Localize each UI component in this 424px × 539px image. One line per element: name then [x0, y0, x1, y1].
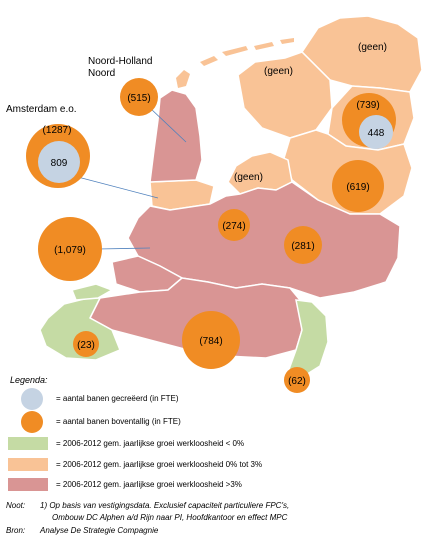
island-terschelling: [222, 46, 248, 56]
svg-text:448: 448: [367, 128, 385, 139]
legend-row-pink: [0, 477, 424, 493]
legend-redundant-swatch: [21, 411, 43, 433]
legend-created-swatch: [21, 388, 43, 410]
bubble-amsterdam: [26, 124, 90, 188]
legend-redundant-label: = aantal banen boventallig (in FTE): [56, 417, 181, 426]
connector-line-amsterdam: [74, 176, 158, 198]
bubble-east: [332, 160, 384, 212]
bubble-brabant: [182, 311, 240, 369]
legend-created-label: = aantal banen gecreëerd (in FTE): [56, 394, 179, 403]
island-ameland: [254, 42, 274, 50]
source-label: Bron:: [6, 526, 26, 535]
svg-text:(619): (619): [346, 182, 370, 193]
place-label-noord-holland-2: Noord: [88, 68, 116, 79]
island-vlieland: [200, 56, 218, 66]
svg-text:(281): (281): [291, 241, 315, 252]
svg-text:(515): (515): [127, 93, 151, 104]
legend: [0, 373, 424, 539]
bubble-west: [38, 217, 102, 281]
legend-pink-label: = 2006-2012 gem. jaarlijkse groei werkloosheid >3%: [56, 480, 242, 489]
source-line: [6, 526, 158, 535]
legend-row-peach: [0, 457, 424, 473]
svg-text:(784): (784): [199, 336, 223, 347]
geen-label-groningen: (geen): [358, 42, 387, 53]
bubble-zeeland: [73, 331, 99, 357]
legend-green-swatch: [8, 437, 48, 450]
region-noord-holland-noord: [150, 90, 202, 182]
legend-title: Legenda:: [10, 375, 48, 385]
legend-peach-label: = 2006-2012 gem. jaarlijkse groei werkloosheid 0% tot 3%: [56, 460, 263, 469]
svg-text:(1,079): (1,079): [54, 245, 86, 256]
bubble-nhn: [120, 78, 158, 116]
svg-text:(274): (274): [222, 221, 246, 232]
svg-text:(739): (739): [356, 100, 380, 111]
note-text-1: 1) Op basis van vestigingsdata. Exclusief capaciteit particuliere FPC's,: [40, 501, 290, 510]
legend-green-label: = 2006-2012 gem. jaarlijkse groei werkloosheid < 0%: [56, 439, 245, 448]
legend-row-green: [0, 436, 424, 452]
legend-pink-swatch: [8, 478, 48, 491]
island-texel: [176, 70, 190, 88]
note-line-2: Ombouw DC Alphen a/d Rijn naar PI, Hoofdkantoor en effect MPC: [52, 513, 288, 522]
svg-text:809: 809: [50, 158, 68, 169]
legend-peach-swatch: [8, 458, 48, 471]
place-label-amsterdam: Amsterdam e.o.: [6, 104, 77, 115]
bubble-center: [218, 209, 250, 241]
note-label: Noot:: [6, 501, 26, 510]
island-schier: [280, 38, 294, 44]
note-line-1: [6, 501, 289, 510]
geen-label-friesland: (geen): [264, 66, 293, 77]
geen-label-flevoland: (geen): [234, 172, 263, 183]
legend-row-created: [0, 391, 424, 407]
source-text: Analyse De Strategie Compagnie: [40, 526, 159, 535]
place-label-noord-holland-1: Noord-Holland: [88, 56, 153, 67]
svg-text:(1287): (1287): [42, 125, 72, 136]
svg-text:(23): (23): [77, 340, 95, 351]
svg-text:(62): (62): [288, 376, 306, 387]
bubble-gelderland: [284, 226, 322, 264]
legend-row-redundant: [0, 414, 424, 430]
